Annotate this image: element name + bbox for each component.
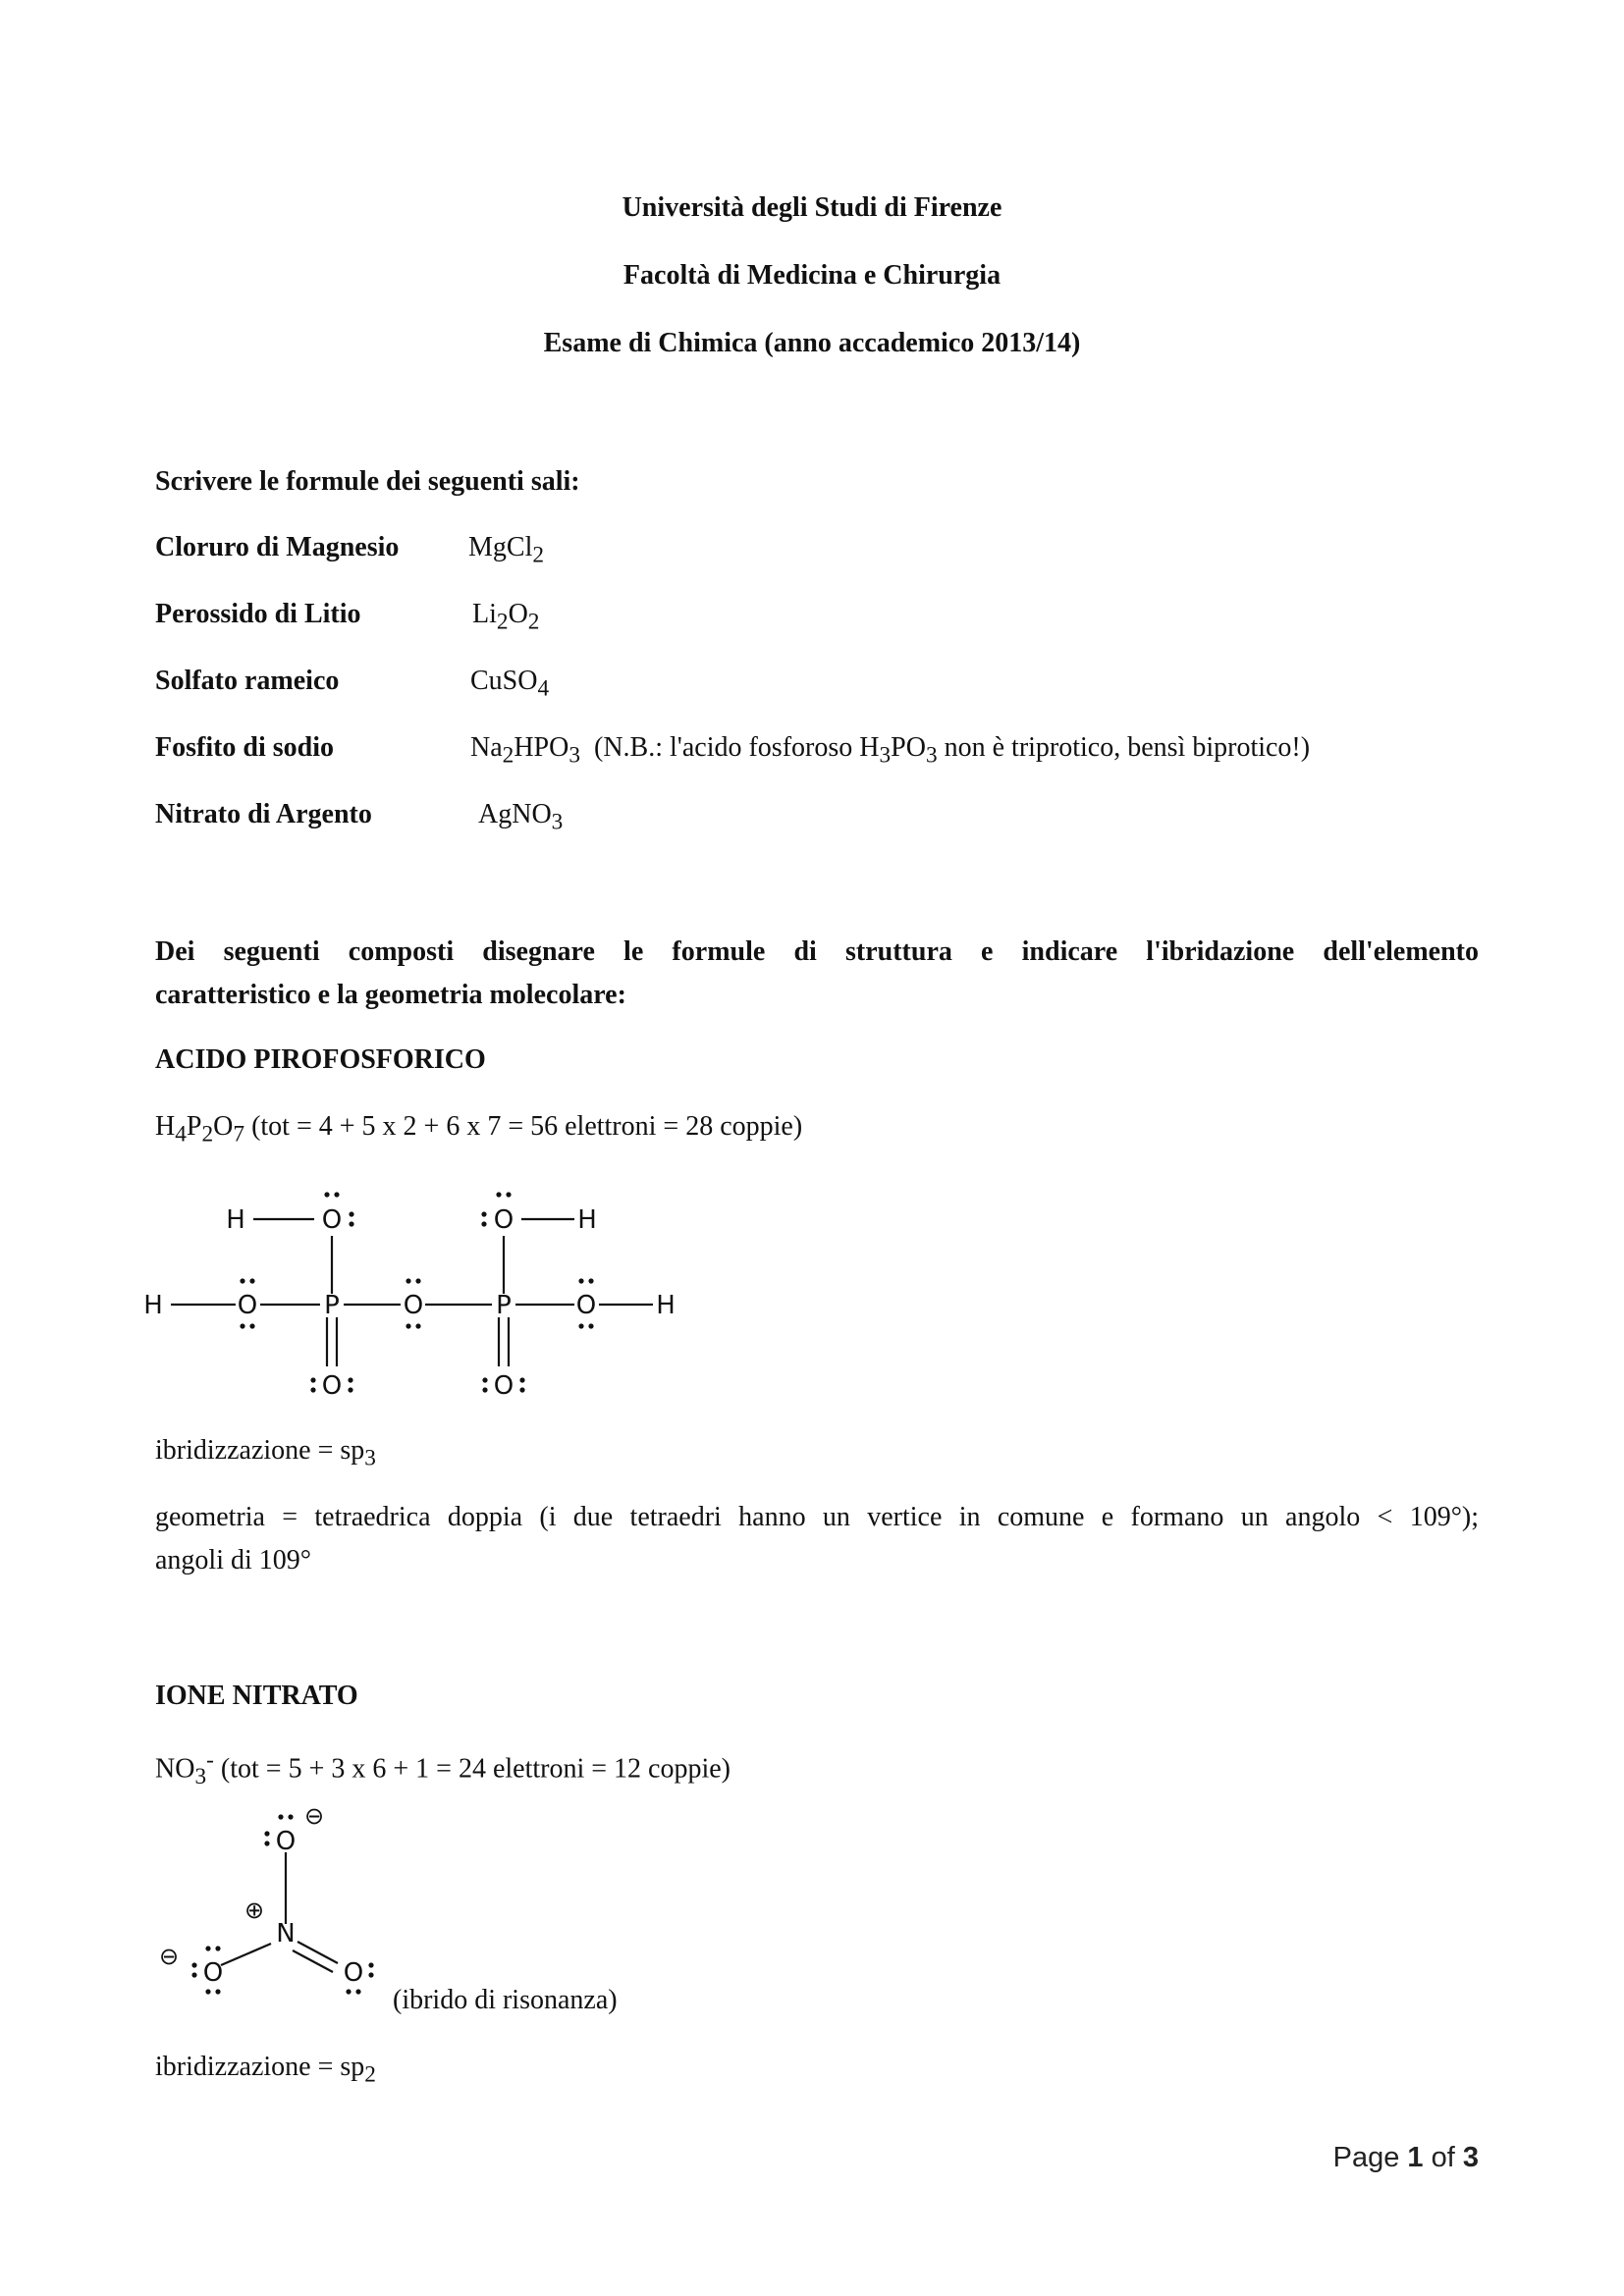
atom-n: N xyxy=(276,1919,296,1949)
salts-heading: Scrivere le formule dei seguenti sali: xyxy=(155,466,580,497)
nitrate-formula: $NO_3^-$ (tot = 5 + 3 x 6 + 1 = 24 elettroni = 12 coppie) xyxy=(155,1747,731,1789)
negative-charge-icon: ⊖ xyxy=(158,1943,180,1970)
page-indicator: Page 1 of 3 xyxy=(1332,2142,1479,2173)
atom-h: H xyxy=(577,1205,597,1235)
nitrate-title: IONE NITRATO xyxy=(155,1681,358,1711)
pyrophosphoric-acid-structure xyxy=(137,1183,687,1414)
nitrate-ion-structure xyxy=(147,1806,403,2012)
salt-name: Solfato rameico xyxy=(155,666,340,696)
pyro-formula: $H_4P_2O_7$ (tot = 4 + 5 x 2 + 6 x 7 = 56 elettroni = 28 coppie) xyxy=(155,1111,803,1148)
salt-formula: MgCl$_2$ xyxy=(468,532,545,568)
salt-formula: $Li_2O_2$ xyxy=(472,599,540,635)
atom-h: H xyxy=(143,1291,163,1320)
pyro-geometry-line2: angoli di 109° xyxy=(155,1545,311,1575)
atom-o: O xyxy=(275,1827,297,1856)
salt-formula: AgNO$_3$ xyxy=(478,799,564,835)
atom-o: O xyxy=(321,1205,343,1235)
salt-note: (N.B.: l'acido fosforoso $H_3PO_3$ non è triprotico, bensì biprotico!) xyxy=(594,732,1311,769)
atom-o: O xyxy=(575,1291,597,1320)
salt-name: Perossido di Litio xyxy=(155,599,361,629)
atom-o: O xyxy=(403,1291,424,1320)
pyro-geometry-line1: geometria = tetraedrica doppia (i due tetraedri hanno un vertice in comune e formano un angolo < 109°); xyxy=(155,1502,1479,1532)
university-title: Università degli Studi di Firenze xyxy=(622,192,1002,223)
salt-name: Fosfito di sodio xyxy=(155,732,335,763)
atom-h: H xyxy=(226,1205,245,1235)
exam-title: Esame di Chimica (anno accademico 2013/14) xyxy=(543,328,1081,358)
resonance-note: (ibrido di risonanza) xyxy=(393,1985,618,2015)
structures-heading-line1: Dei seguenti composti disegnare le formule di struttura e indicare l'ibridazione dell'elemento xyxy=(155,936,1479,967)
negative-charge-icon: ⊖ xyxy=(303,1806,325,1830)
atom-o: O xyxy=(321,1371,343,1401)
atom-o: O xyxy=(237,1291,258,1320)
atom-o: O xyxy=(343,1958,364,1988)
salt-formula: CuSO$_4$ xyxy=(470,666,550,702)
nitrate-hybridization: ibridizzazione = $sp_2$ xyxy=(155,2052,376,2088)
atom-h: H xyxy=(656,1291,676,1320)
atom-o: O xyxy=(493,1205,514,1235)
atom-p: P xyxy=(324,1291,340,1320)
structures-heading-line2: caratteristico e la geometria molecolare: xyxy=(155,980,626,1010)
pyro-hybridization: ibridizzazione = $sp_3$ xyxy=(155,1435,376,1471)
salt-name: Nitrato di Argento xyxy=(155,799,372,829)
salt-name: Cloruro di Magnesio xyxy=(155,532,400,562)
atom-p: P xyxy=(496,1291,512,1320)
salt-formula: $Na_2HPO_3$ (N.B.: l'acido fosforoso $H_3PO_3$ non è triprotico, bensì biprotico!) xyxy=(470,732,1311,769)
pyro-title: ACIDO PIROFOSFORICO xyxy=(155,1044,486,1075)
atom-o: O xyxy=(202,1958,224,1988)
faculty-title: Facoltà di Medicina e Chirurgia xyxy=(623,260,1001,291)
positive-charge-icon: ⊕ xyxy=(244,1896,265,1924)
atom-o: O xyxy=(493,1371,514,1401)
